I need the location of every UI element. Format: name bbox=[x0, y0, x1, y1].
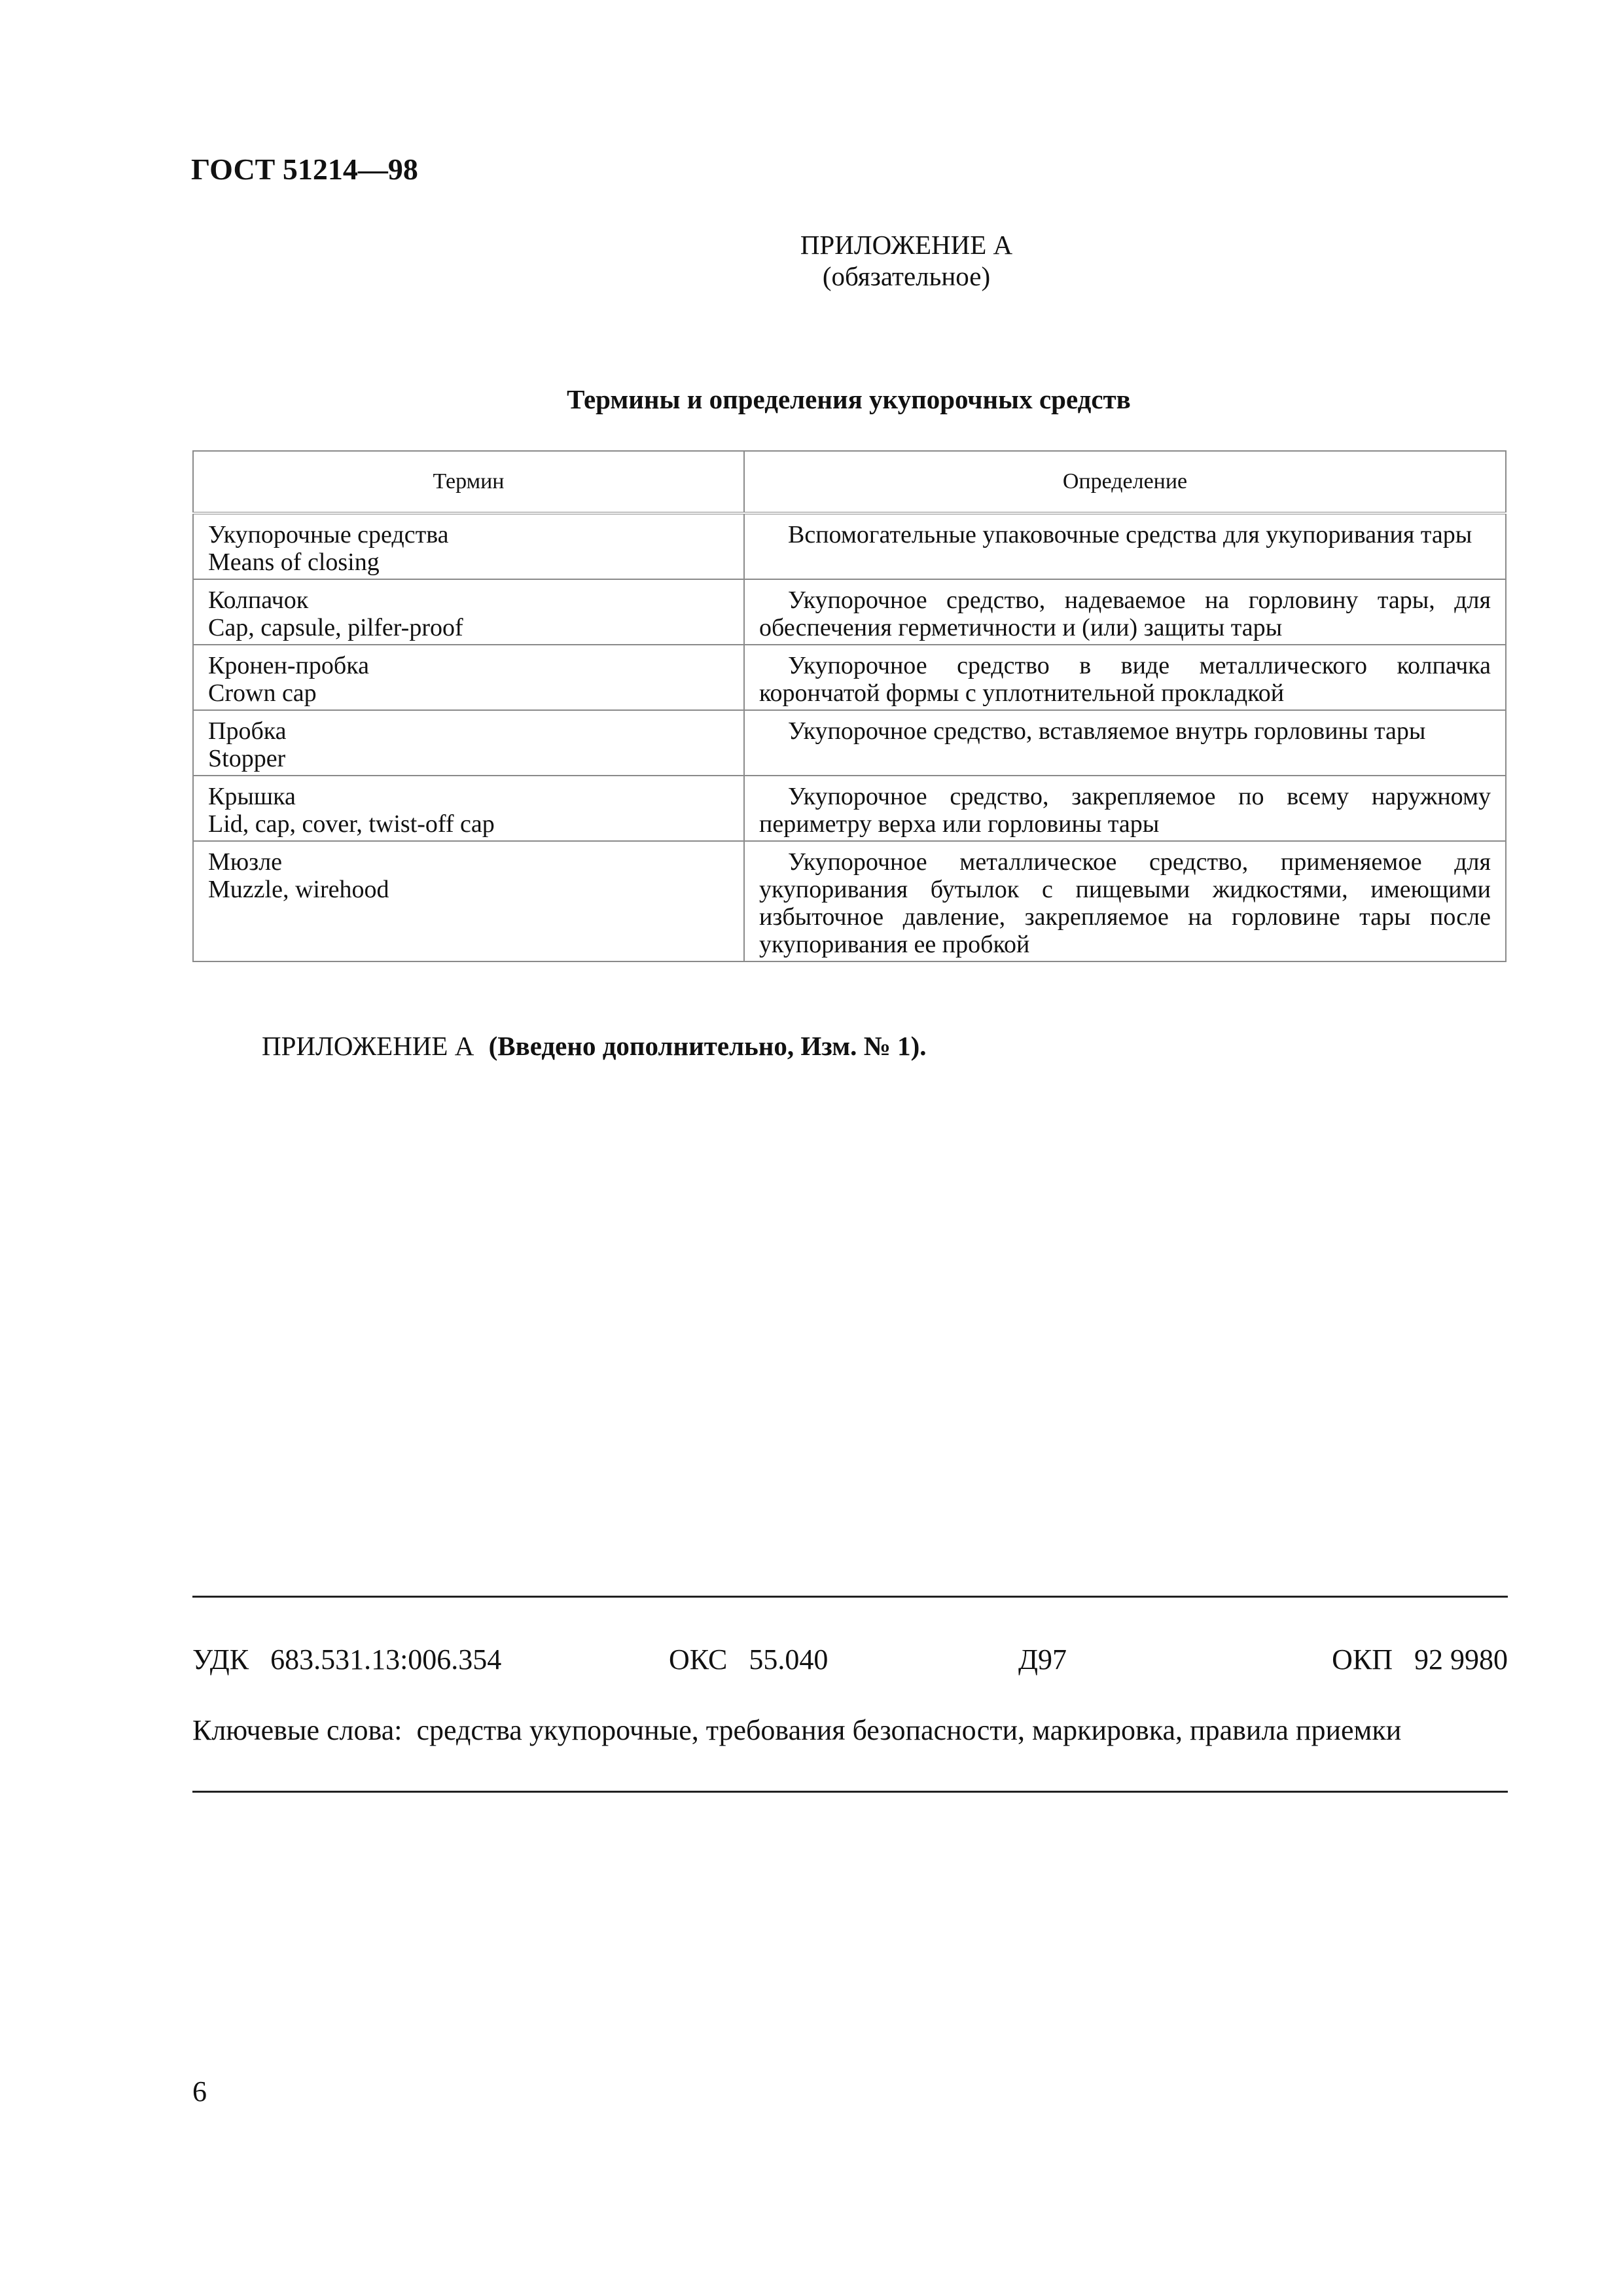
definition-text: Вспомогательные упаковочные средства для укупоривания тары bbox=[788, 521, 1472, 548]
term-ru: Пробка bbox=[208, 717, 287, 745]
table-row bbox=[193, 776, 1506, 841]
document-code: ГОСТ 51214—98 bbox=[191, 152, 418, 186]
header-term: Термин bbox=[193, 451, 744, 513]
definition-text: Укупорочное средство в виде металлического колпачка корончатой формы с уплотнительной прокладкой bbox=[759, 652, 1491, 707]
definition-text: Укупорочное металлическое средство, применяемое для укупоривания бутылок с пищевыми жидкостями, имеющими избыточное давление, закрепляемое на горловине тары после укупоривания ее пробкой bbox=[759, 848, 1491, 958]
term-en: Stopper bbox=[208, 745, 286, 772]
definition-cell bbox=[744, 513, 1506, 579]
term-en: Muzzle, wirehood bbox=[208, 876, 389, 903]
appendix-status: (обязательное) bbox=[822, 261, 991, 291]
definition-text: Укупорочное средство, надеваемое на горловину тары, для обеспечения герметичности и (или) защиты тары bbox=[759, 586, 1491, 641]
table-row bbox=[193, 645, 1506, 710]
udk-code: УДК 683.531.13:006.354 bbox=[192, 1643, 502, 1676]
okp-code: ОКП 92 9980 bbox=[1332, 1643, 1508, 1676]
divider-top bbox=[192, 1596, 1508, 1598]
amendment-text: (Введено дополнительно, Изм. № 1). bbox=[488, 1031, 927, 1061]
term-cell bbox=[193, 776, 744, 841]
table-title: Термины и определения укупорочных средств bbox=[567, 384, 1131, 414]
term-ru: Укупорочные средства bbox=[208, 521, 449, 548]
definition-text: Укупорочное средство, вставляемое внутрь горловины тары bbox=[788, 717, 1426, 745]
definition-cell bbox=[744, 645, 1506, 710]
table-row bbox=[193, 710, 1506, 776]
divider-bottom bbox=[192, 1791, 1508, 1793]
term-en: Crown cap bbox=[208, 679, 317, 707]
keywords-label: Ключевые слова: bbox=[192, 1714, 402, 1746]
definition-text: Укупорочное средство, закрепляемое по всему наружному периметру верха или горловины тары bbox=[759, 783, 1491, 838]
classification-line bbox=[192, 1643, 1508, 1682]
term-en: Means of closing bbox=[208, 548, 380, 576]
amendment-prefix: ПРИЛОЖЕНИЕ А bbox=[262, 1031, 474, 1061]
terms-table bbox=[192, 450, 1507, 962]
definition-cell bbox=[744, 579, 1506, 645]
header-definition: Определение bbox=[744, 451, 1506, 513]
keywords-line bbox=[192, 1713, 1401, 1747]
group-code: Д97 bbox=[1018, 1643, 1067, 1676]
amendment-note bbox=[262, 1030, 926, 1062]
term-ru: Колпачок bbox=[208, 586, 309, 614]
definition-cell bbox=[744, 710, 1506, 776]
term-cell bbox=[193, 710, 744, 776]
term-cell bbox=[193, 841, 744, 961]
table-header-row bbox=[193, 451, 1506, 513]
table-row bbox=[193, 841, 1506, 961]
oks-code: ОКС 55.040 bbox=[669, 1643, 829, 1676]
page-number: 6 bbox=[192, 2075, 207, 2108]
table-row bbox=[193, 579, 1506, 645]
term-ru: Кронен-пробка bbox=[208, 652, 369, 679]
term-en: Cap, capsule, pilfer-proof bbox=[208, 614, 463, 641]
term-cell bbox=[193, 645, 744, 710]
table-row bbox=[193, 513, 1506, 579]
appendix-title: ПРИЛОЖЕНИЕ А bbox=[800, 230, 1013, 260]
definition-cell bbox=[744, 776, 1506, 841]
keywords-value: средства укупорочные, требования безопасности, маркировка, правила приемки bbox=[416, 1714, 1402, 1746]
term-en: Lid, cap, cover, twist-off cap bbox=[208, 810, 495, 838]
definition-cell bbox=[744, 841, 1506, 961]
term-ru: Крышка bbox=[208, 783, 296, 810]
term-ru: Мюзле bbox=[208, 848, 283, 876]
appendix-heading bbox=[0, 229, 1623, 292]
term-cell bbox=[193, 579, 744, 645]
term-cell bbox=[193, 513, 744, 579]
